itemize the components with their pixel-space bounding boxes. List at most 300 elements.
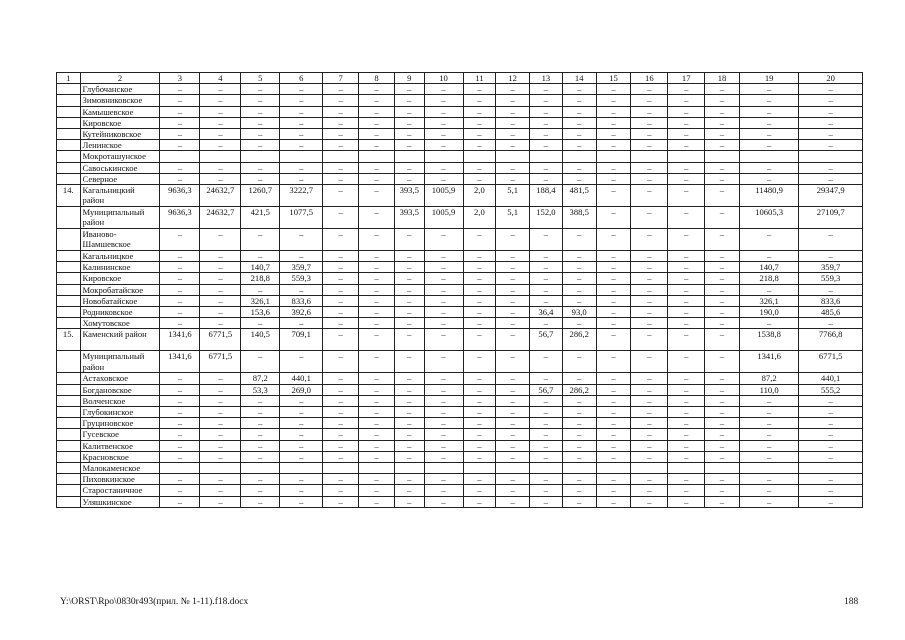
value-cell: – — [496, 407, 530, 418]
table-row — [57, 496, 863, 507]
value-cell — [562, 463, 596, 474]
territory-name-cell: Мокроташунское — [80, 151, 160, 162]
value-cell: – — [631, 129, 668, 140]
value-cell: – — [562, 496, 596, 507]
value-cell: – — [668, 251, 705, 262]
territory-name-cell: Новобатайское — [80, 295, 160, 306]
value-cell: – — [739, 117, 798, 128]
value-cell: – — [463, 140, 496, 151]
value-cell: – — [668, 140, 705, 151]
value-cell: – — [799, 129, 863, 140]
value-cell: – — [280, 251, 323, 262]
value-cell: – — [631, 117, 668, 128]
value-cell: – — [668, 407, 705, 418]
value-cell — [705, 463, 740, 474]
value-cell: – — [596, 329, 631, 351]
value-cell: – — [323, 251, 359, 262]
value-cell: – — [394, 173, 424, 184]
value-cell: – — [424, 307, 463, 318]
value-cell: – — [668, 262, 705, 273]
value-cell: – — [160, 440, 200, 451]
territory-name-cell: Хомутовское — [80, 318, 160, 329]
value-cell: – — [705, 373, 740, 384]
value-cell: – — [705, 129, 740, 140]
value-cell: – — [668, 440, 705, 451]
value-cell: 286,2 — [562, 329, 596, 351]
value-cell: – — [496, 307, 530, 318]
value-cell: – — [596, 117, 631, 128]
value-cell: – — [394, 229, 424, 251]
value-cell: – — [562, 262, 596, 273]
value-cell: – — [705, 106, 740, 117]
value-cell: – — [631, 106, 668, 117]
value-cell: 269,0 — [280, 384, 323, 395]
value-cell: – — [280, 162, 323, 173]
value-cell: – — [394, 84, 424, 95]
value-cell: – — [359, 185, 395, 207]
value-cell: – — [280, 351, 323, 373]
territory-name-cell: Савоськинское — [80, 162, 160, 173]
table-row — [57, 351, 863, 373]
value-cell: – — [562, 173, 596, 184]
value-cell: – — [160, 140, 200, 151]
column-header: 18 — [705, 73, 740, 84]
row-number-cell — [57, 373, 81, 384]
value-cell: – — [631, 140, 668, 151]
data-table — [56, 72, 863, 508]
value-cell: – — [323, 496, 359, 507]
value-cell: – — [280, 418, 323, 429]
row-number-cell — [57, 307, 81, 318]
value-cell: – — [530, 395, 563, 406]
value-cell: – — [359, 106, 395, 117]
value-cell: – — [705, 229, 740, 251]
value-cell: – — [200, 251, 241, 262]
value-cell: – — [280, 284, 323, 295]
value-cell: – — [359, 329, 395, 351]
value-cell: – — [596, 207, 631, 229]
value-cell: – — [323, 262, 359, 273]
row-number-cell — [57, 140, 81, 151]
table-row — [57, 440, 863, 451]
value-cell: – — [496, 440, 530, 451]
value-cell: – — [323, 185, 359, 207]
value-cell: – — [394, 440, 424, 451]
value-cell: – — [463, 117, 496, 128]
value-cell: – — [631, 185, 668, 207]
value-cell: – — [596, 284, 631, 295]
value-cell: 152,0 — [530, 207, 563, 229]
value-cell: – — [562, 474, 596, 485]
territory-name-cell: Волченское — [80, 395, 160, 406]
value-cell — [631, 463, 668, 474]
table-row — [57, 117, 863, 128]
value-cell — [799, 151, 863, 162]
value-cell: 485,6 — [799, 307, 863, 318]
row-number-cell — [57, 151, 81, 162]
value-cell: – — [463, 262, 496, 273]
value-cell: – — [496, 318, 530, 329]
territory-name-cell: Богдановское — [80, 384, 160, 395]
value-cell: 388,5 — [562, 207, 596, 229]
value-cell: – — [359, 129, 395, 140]
table-row — [57, 229, 863, 251]
value-cell: – — [200, 407, 241, 418]
value-cell: – — [799, 429, 863, 440]
value-cell: – — [200, 384, 241, 395]
value-cell: – — [799, 162, 863, 173]
row-number-cell — [57, 129, 81, 140]
value-cell: – — [596, 140, 631, 151]
value-cell: – — [359, 429, 395, 440]
territory-name-cell: Калининское — [80, 262, 160, 273]
value-cell: 9636,3 — [160, 185, 200, 207]
value-cell: – — [160, 373, 200, 384]
value-cell: – — [463, 384, 496, 395]
value-cell: – — [160, 451, 200, 462]
value-cell: – — [799, 451, 863, 462]
value-cell: – — [200, 106, 241, 117]
value-cell: – — [562, 418, 596, 429]
value-cell: – — [394, 485, 424, 496]
value-cell: – — [394, 384, 424, 395]
value-cell: 27109,7 — [799, 207, 863, 229]
value-cell: – — [280, 95, 323, 106]
value-cell: – — [496, 418, 530, 429]
row-number-cell — [57, 229, 81, 251]
value-cell: – — [496, 140, 530, 151]
value-cell: – — [160, 418, 200, 429]
value-cell: – — [463, 485, 496, 496]
value-cell: – — [631, 84, 668, 95]
value-cell: – — [799, 440, 863, 451]
value-cell: – — [463, 273, 496, 284]
value-cell: – — [530, 318, 563, 329]
value-cell: – — [562, 351, 596, 373]
value-cell: – — [359, 284, 395, 295]
column-header: 8 — [359, 73, 395, 84]
value-cell: 87,2 — [241, 373, 280, 384]
value-cell: – — [739, 162, 798, 173]
table-row — [57, 140, 863, 151]
table-row — [57, 129, 863, 140]
table-row — [57, 307, 863, 318]
value-cell: – — [631, 485, 668, 496]
value-cell: – — [668, 429, 705, 440]
value-cell: – — [739, 318, 798, 329]
value-cell: – — [596, 173, 631, 184]
value-cell: 1341,6 — [739, 351, 798, 373]
value-cell: – — [424, 117, 463, 128]
value-cell: – — [799, 117, 863, 128]
value-cell — [530, 463, 563, 474]
value-cell: – — [799, 395, 863, 406]
value-cell: – — [463, 84, 496, 95]
value-cell: 359,7 — [799, 262, 863, 273]
value-cell: 140,7 — [241, 262, 280, 273]
value-cell: – — [668, 173, 705, 184]
value-cell: – — [280, 395, 323, 406]
value-cell: 1538,8 — [739, 329, 798, 351]
value-cell: 2,0 — [463, 185, 496, 207]
value-cell: – — [160, 284, 200, 295]
value-cell: – — [160, 384, 200, 395]
value-cell: – — [424, 418, 463, 429]
value-cell: – — [705, 329, 740, 351]
value-cell: – — [394, 329, 424, 351]
value-cell: – — [200, 485, 241, 496]
value-cell — [739, 151, 798, 162]
value-cell: – — [562, 429, 596, 440]
value-cell: – — [668, 284, 705, 295]
value-cell — [463, 463, 496, 474]
value-cell: – — [200, 429, 241, 440]
value-cell — [359, 463, 395, 474]
territory-name-cell: Красновское — [80, 451, 160, 462]
value-cell: – — [323, 284, 359, 295]
value-cell: – — [160, 95, 200, 106]
value-cell: – — [200, 295, 241, 306]
value-cell — [668, 151, 705, 162]
value-cell: – — [200, 140, 241, 151]
value-cell: – — [739, 284, 798, 295]
value-cell: – — [496, 129, 530, 140]
value-cell: – — [200, 117, 241, 128]
value-cell: – — [705, 273, 740, 284]
value-cell: – — [200, 262, 241, 273]
value-cell: – — [739, 106, 798, 117]
value-cell: – — [241, 140, 280, 151]
value-cell: – — [668, 207, 705, 229]
value-cell: 559,3 — [799, 273, 863, 284]
value-cell: – — [596, 451, 631, 462]
value-cell: – — [631, 95, 668, 106]
row-number-cell — [57, 95, 81, 106]
territory-name-cell: Зимовниковское — [80, 95, 160, 106]
value-cell: 6771,5 — [200, 351, 241, 373]
value-cell: – — [596, 95, 631, 106]
value-cell: – — [668, 318, 705, 329]
value-cell: – — [359, 318, 395, 329]
value-cell — [668, 463, 705, 474]
value-cell: – — [631, 384, 668, 395]
row-number-cell — [57, 273, 81, 284]
territory-name-cell: Кировское — [80, 273, 160, 284]
territory-name-cell: Кагальницкий район — [80, 185, 160, 207]
value-cell: 36,4 — [530, 307, 563, 318]
value-cell: – — [705, 251, 740, 262]
territory-name-cell: Малокаменское — [80, 463, 160, 474]
value-cell: – — [530, 440, 563, 451]
value-cell — [323, 463, 359, 474]
territory-name-cell: Кагальницкое — [80, 251, 160, 262]
value-cell: – — [200, 173, 241, 184]
value-cell — [200, 151, 241, 162]
value-cell: – — [799, 496, 863, 507]
value-cell: – — [160, 485, 200, 496]
value-cell: – — [463, 173, 496, 184]
column-header: 9 — [394, 73, 424, 84]
value-cell: – — [739, 140, 798, 151]
territory-name-cell: Муниципальный район — [80, 207, 160, 229]
value-cell: – — [668, 395, 705, 406]
value-cell: – — [359, 407, 395, 418]
value-cell: – — [241, 418, 280, 429]
value-cell: – — [280, 117, 323, 128]
value-cell: – — [200, 451, 241, 462]
value-cell: – — [631, 284, 668, 295]
value-cell: – — [463, 318, 496, 329]
value-cell: – — [394, 307, 424, 318]
value-cell: – — [323, 418, 359, 429]
value-cell: – — [596, 474, 631, 485]
value-cell: – — [705, 162, 740, 173]
column-number-row — [57, 73, 863, 84]
value-cell: 53,3 — [241, 384, 280, 395]
value-cell: – — [799, 474, 863, 485]
value-cell: 87,2 — [739, 373, 798, 384]
value-cell: – — [394, 407, 424, 418]
value-cell: – — [799, 418, 863, 429]
value-cell: – — [359, 474, 395, 485]
value-cell: – — [496, 162, 530, 173]
value-cell: – — [705, 140, 740, 151]
value-cell — [394, 151, 424, 162]
value-cell: – — [160, 307, 200, 318]
value-cell: – — [705, 395, 740, 406]
value-cell: – — [631, 207, 668, 229]
row-number-cell — [57, 496, 81, 507]
value-cell: – — [739, 95, 798, 106]
value-cell: – — [530, 451, 563, 462]
value-cell: – — [359, 173, 395, 184]
table-row — [57, 474, 863, 485]
value-cell: 6771,5 — [799, 351, 863, 373]
value-cell: – — [359, 351, 395, 373]
value-cell: – — [424, 429, 463, 440]
value-cell: – — [424, 395, 463, 406]
value-cell — [739, 463, 798, 474]
value-cell: – — [668, 95, 705, 106]
value-cell: – — [596, 162, 631, 173]
value-cell: – — [359, 273, 395, 284]
value-cell: – — [200, 440, 241, 451]
value-cell: 559,3 — [280, 273, 323, 284]
table-row — [57, 95, 863, 106]
value-cell: – — [323, 474, 359, 485]
table-row — [57, 284, 863, 295]
value-cell: – — [705, 284, 740, 295]
value-cell: – — [323, 395, 359, 406]
value-cell — [280, 151, 323, 162]
value-cell: – — [799, 251, 863, 262]
value-cell: 140,7 — [739, 262, 798, 273]
row-number-cell — [57, 351, 81, 373]
value-cell: – — [562, 273, 596, 284]
value-cell: – — [496, 173, 530, 184]
value-cell — [562, 151, 596, 162]
value-cell: – — [631, 474, 668, 485]
value-cell: – — [596, 384, 631, 395]
column-header: 2 — [80, 73, 160, 84]
value-cell: – — [530, 117, 563, 128]
value-cell: – — [705, 307, 740, 318]
value-cell: 6771,5 — [200, 329, 241, 351]
value-cell: – — [241, 251, 280, 262]
value-cell: – — [424, 295, 463, 306]
value-cell — [200, 463, 241, 474]
value-cell: – — [562, 440, 596, 451]
value-cell: – — [799, 106, 863, 117]
value-cell: 11480,9 — [739, 185, 798, 207]
value-cell: – — [705, 485, 740, 496]
value-cell: – — [463, 373, 496, 384]
value-cell: – — [394, 395, 424, 406]
value-cell: – — [323, 173, 359, 184]
value-cell: – — [463, 474, 496, 485]
row-number-cell — [57, 251, 81, 262]
value-cell: – — [739, 440, 798, 451]
value-cell: – — [359, 373, 395, 384]
table-row — [57, 318, 863, 329]
value-cell: – — [530, 162, 563, 173]
value-cell: – — [739, 485, 798, 496]
value-cell: – — [280, 496, 323, 507]
value-cell: – — [799, 173, 863, 184]
value-cell: 392,6 — [280, 307, 323, 318]
value-cell: – — [705, 117, 740, 128]
value-cell: – — [160, 273, 200, 284]
value-cell: – — [705, 474, 740, 485]
table-row — [57, 162, 863, 173]
value-cell: – — [530, 373, 563, 384]
table-row — [57, 329, 863, 351]
value-cell: – — [631, 262, 668, 273]
value-cell: – — [631, 162, 668, 173]
value-cell: – — [739, 496, 798, 507]
value-cell: – — [596, 185, 631, 207]
value-cell: – — [280, 140, 323, 151]
row-number-cell — [57, 407, 81, 418]
value-cell: – — [424, 329, 463, 351]
value-cell: – — [424, 485, 463, 496]
value-cell: – — [530, 496, 563, 507]
value-cell: – — [562, 318, 596, 329]
value-cell — [596, 151, 631, 162]
value-cell: – — [705, 407, 740, 418]
value-cell: – — [496, 351, 530, 373]
territory-name-cell: Каменский район — [80, 329, 160, 351]
value-cell: – — [668, 117, 705, 128]
value-cell: – — [496, 251, 530, 262]
value-cell: – — [496, 474, 530, 485]
value-cell: – — [200, 284, 241, 295]
value-cell: 440,1 — [280, 373, 323, 384]
column-header: 10 — [424, 73, 463, 84]
value-cell: – — [596, 429, 631, 440]
value-cell: – — [359, 251, 395, 262]
value-cell: – — [280, 429, 323, 440]
table-row — [57, 407, 863, 418]
value-cell: – — [241, 95, 280, 106]
value-cell: – — [323, 162, 359, 173]
value-cell: – — [394, 273, 424, 284]
value-cell: 1077,5 — [280, 207, 323, 229]
value-cell: – — [241, 407, 280, 418]
value-cell: – — [241, 106, 280, 117]
value-cell: – — [562, 84, 596, 95]
value-cell: – — [739, 129, 798, 140]
